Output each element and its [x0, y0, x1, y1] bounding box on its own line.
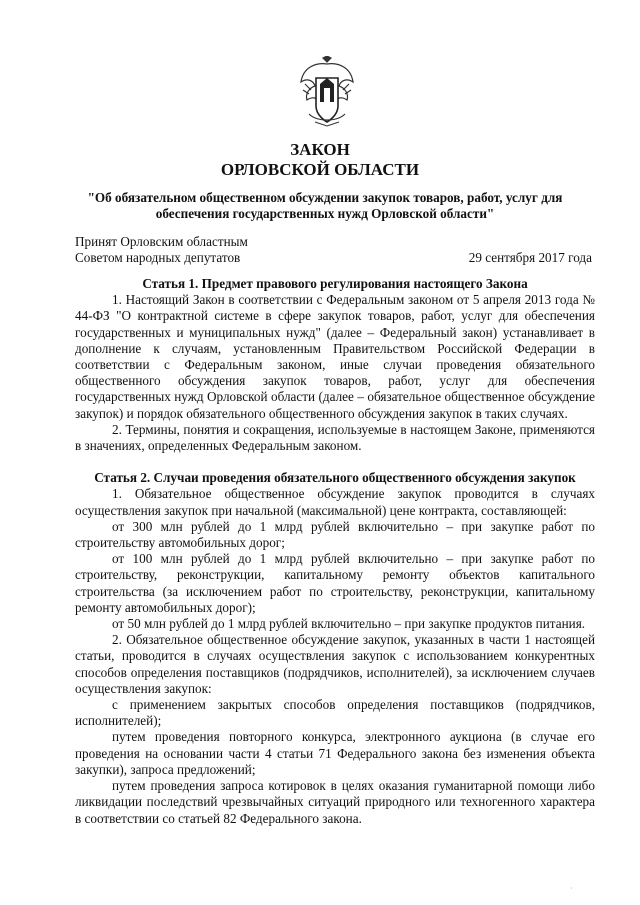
law-subtitle-line1: "Об обязательном общественном обсуждении закупок товаров, работ, услуг для — [87, 190, 563, 205]
article2-paragraph: путем проведения повторного конкурса, электронного аукциона (в случае его проведения на основании части 4 статьи 71 Федерального закона без изменения объекта закупки), запроса предложений; — [75, 729, 595, 777]
article1-paragraph: 1. Настоящий Закон в соответствии с Федеральным законом от 5 апреля 2013 года № 44-ФЗ "О контрактной системе в сфере закупок товаров, работ, услуг для обеспечения государственных и муниципальных нужд" (далее – Федеральный закон) устанавливает в дополнение к случаям, установленным Правительством Российской Федерации в соответствии с Федеральным законом, иные случаи проведения обязательного общественного обсуждения закупок товаров, работ, услуг для обеспечения государственных нужд Орловской области (далее – обязательное общественное обсуждение закупок) и порядок обязательного общественного обсуждения закупок в таких случаях. — [75, 292, 595, 421]
law-subtitle-line2: обеспечения государственных нужд Орловской области" — [155, 206, 495, 221]
article2-paragraph: 1. Обязательное общественное обсуждение закупок проводится в случаях осуществления закупок при начальной (максимальной) цене контракта, составляющей: — [75, 486, 595, 518]
adopted-by-line1: Принят Орловским областным — [75, 234, 248, 249]
coat-of-arms-emblem — [297, 56, 357, 128]
article2-paragraph: от 100 млн рублей до 1 млрд рублей включительно – при закупке работ по строительству, реконструкции, капитальному ремонту объектов капитального строительства (за исключением работ по строительству, реконструкции, капитальному ремонту автомобильных дорог); — [75, 551, 595, 615]
law-body — [75, 276, 595, 827]
article1-heading: Статья 1. Предмет правового регулирования настоящего Закона — [142, 276, 528, 291]
article2-paragraph: путем проведения запроса котировок в целях оказания гуманитарной помощи либо ликвидации последствий чрезвычайных ситуаций природного или техногенного характера в соответствии со статьей 82 Федерального закона. — [75, 778, 595, 826]
article2-paragraph: 2. Обязательное общественное обсуждение закупок, указанных в части 1 настоящей статьи, проводится в случаях осуществления закупок с использованием конкурентных способов определения поставщиков (подрядчиков, исполнителей), за исключением случаев осуществления закупок: — [75, 632, 595, 696]
adoption-date: 29 сентября 2017 года — [468, 250, 592, 265]
page-mark: · — [570, 884, 573, 893]
article2-paragraph: с применением закрытых способов определения поставщиков (подрядчиков, исполнителей); — [75, 697, 595, 729]
region-title: ОРЛОВСКОЙ ОБЛАСТИ — [220, 160, 420, 179]
article2-paragraph: от 50 млн рублей до 1 млрд рублей включительно – при закупке продуктов питания. — [112, 616, 586, 632]
article2-heading: Статья 2. Случаи проведения обязательного общественного обсуждения закупок — [94, 470, 576, 486]
adopted-by-line2: Советом народных депутатов — [75, 250, 241, 265]
article1-paragraph: 2. Термины, понятия и сокращения, используемые в настоящем Законе, применяются в значениях, определенных Федеральным законом. — [75, 421, 595, 454]
law-title: ЗАКОН — [290, 140, 350, 159]
article2-paragraph: от 300 млн рублей до 1 млрд рублей включительно – при закупке работ по строительству автомобильных дорог; — [75, 518, 595, 551]
